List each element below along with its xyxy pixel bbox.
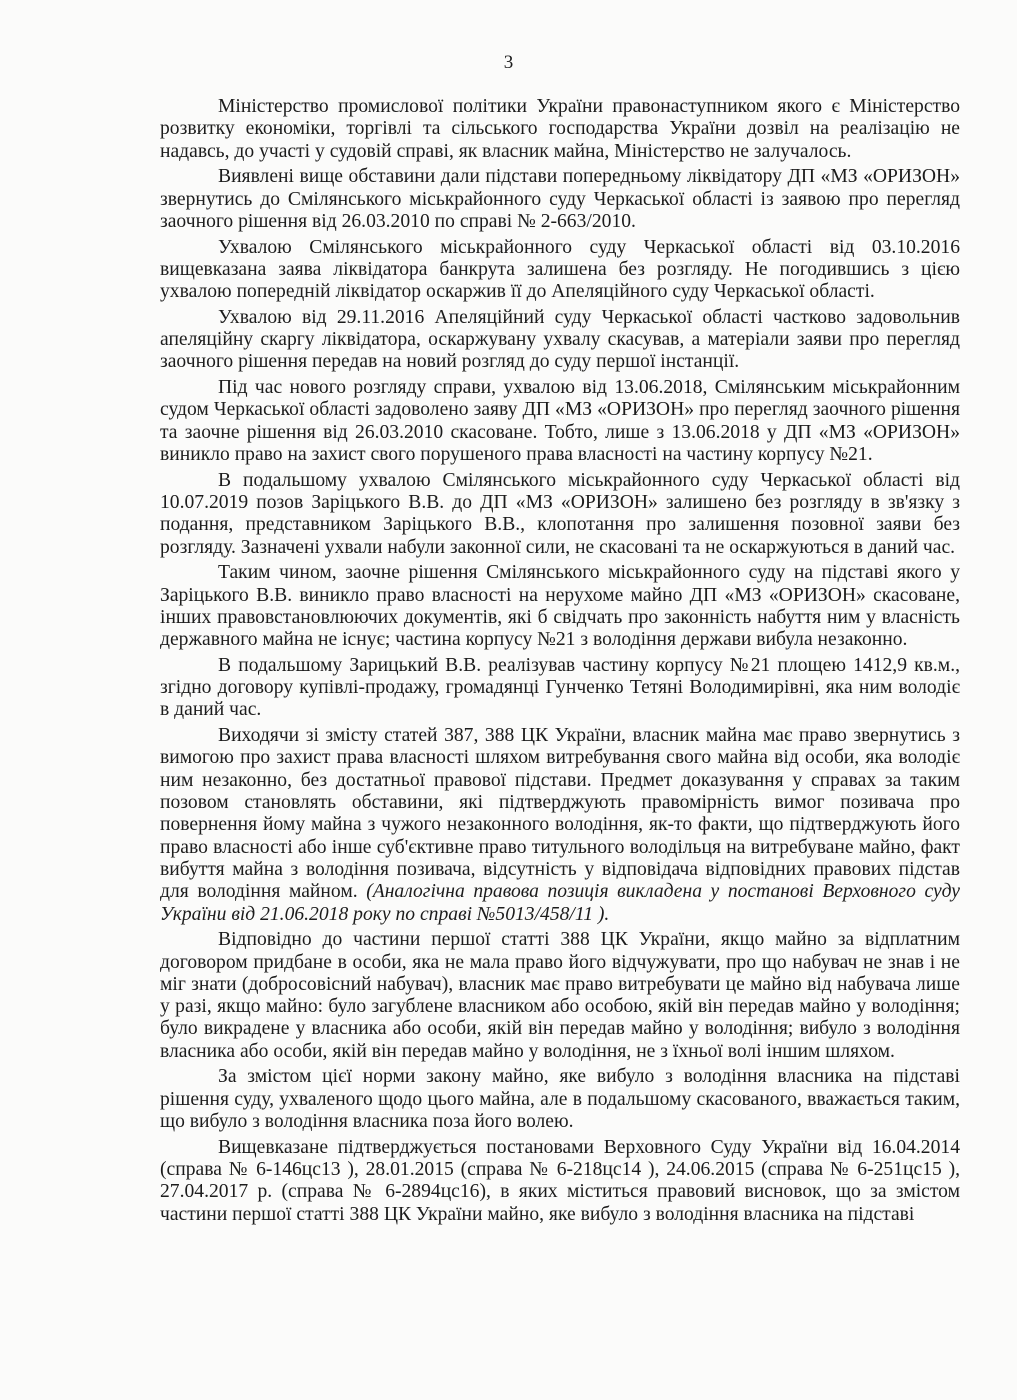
paragraph: Під час нового розгляду справи, ухвалою від 13.06.2018, Смілянським міськрайонним судом Черкаської області задоволено заяву ДП «МЗ «ОРИЗОН» про перегляд заочного рішення та заочне рішення від 26.03.2010 скасоване. Тобто, лише з 13.06.2018 у ДП «МЗ «ОРИЗОН» виникло право на захист свого порушеного права власності на частину корпусу №21. bbox=[160, 377, 960, 466]
paragraph: Міністерство промислової політики України правонаступником якого є Міністерство розвитку економіки, торгівлі та сільського господарства України дозвіл на реалізацію не надавсь, до участі у судовій справі, як власник майна, Міністерство не залучалось. bbox=[160, 96, 960, 162]
paragraph: Ухвалою від 29.11.2016 Апеляційний суду Черкаської області частково задовольнив апеляційну скаргу ліквідатора, оскаржувану ухвалу скасував, а матеріали заяви про перегляд заочного рішення передав на новий розгляд до суду першої інстанції. bbox=[160, 306, 960, 373]
paragraph-text: Виходячи зі змісту статей 387, 388 ЦК України, власник майна має право звернутись з вимогою про захист права власності шляхом витребування свого майна від особи, яка володіє ним незаконно, без достатньої правової підстави. Предмет доказування у справах за таким позовом становлять обставини, які підтверджують правомірність вимог позивача про повернення йому майна з чужого незаконного володіння, як-то факти, що підтверджують його право власності або інше суб'єктивне право титульного володільця на витребуване майно, факт вибуття майна з володіння позивача, відсутність у відповідача відповідних правових підстав для володіння майном. bbox=[160, 725, 960, 903]
legal-citation-note: (Аналогічна правова позиція викладена у постанові Верховного суду України від 21.06.2018 року по справі №5013/458/11 ). bbox=[160, 881, 960, 925]
paragraph-with-citation bbox=[160, 725, 960, 926]
document-body bbox=[160, 96, 960, 1229]
paragraph: В подальшому Зарицький В.В. реалізував частину корпусу №21 площею 1412,9 кв.м., згідно договору купівлі-продажу, громадянці Гунченко Тетяні Володимирівні, яка ним володіє в даний час. bbox=[160, 654, 960, 721]
paragraph: Вищевказане підтверджується постановами Верховного Суду України від 16.04.2014 (справа № 6-146цс13 ), 28.01.2015 (справа № 6-218цс14 ), 24.06.2015 (справа № 6-251цс15 ), 27.04.2017 р. (справа № 6-2894цс16), в яких міститься правовий висновок, що за змістом частини першої статті 388 ЦК України майно, яке вибуло з володіння власника на підставі bbox=[160, 1136, 960, 1225]
paragraph: Відповідно до частини першої статті 388 ЦК України, якщо майно за відплатним договором придбане в особи, яка не мала право його відчужувати, про що набувач не знав і не міг знати (добросовісний набувач), власник має право витребувати це майно від набувача лише у разі, якщо майно: було загублене власником або особою, якій він передав майно у володіння; було викрадене у власника або особи, якій він передав майно у володіння; вибуло з володіння власника або особи, якій він передав майно у володіння, не з їхньої волі іншим шляхом. bbox=[160, 929, 960, 1062]
paragraph: Виявлені вище обставини дали підстави попередньому ліквідатору ДП «МЗ «ОРИЗОН» звернутись до Смілянського міськрайонного суду Черкаської області із заявою про перегляд заочного рішення від 26.03.2010 по справі № 2-663/2010. bbox=[160, 166, 960, 232]
paragraph: Ухвалою Смілянського міськрайонного суду Черкаської області від 03.10.2016 вищевказана заява ліквідатора банкрута залишена без розгляду. Не погодившись з цією ухвалою попередній ліквідатор оскаржив її до Апеляційного суду Черкаської області. bbox=[160, 236, 960, 303]
page-number: 3 bbox=[503, 52, 514, 73]
paragraph: Таким чином, заочне рішення Смілянського міськрайонного суду на підставі якого у Заріцького В.В. виникло право власності на нерухоме майно ДП «МЗ «ОРИЗОН» скасоване, інших правовстановлюючих документів, які б свідчать про законність набуття ним у власність державного майна не існує; частина корпусу №21 з володіння держави вибула незаконно. bbox=[160, 562, 960, 651]
paragraph: В подальшому ухвалою Смілянського міськрайонного суду Черкаської області від 10.07.2019 позов Заріцького В.В. до ДП «МЗ «ОРИЗОН» залишено без розгляду в зв'язку з подання, представником Заріцького В.В., клопотання про залишення позовної заяви без розгляду. Зазначені ухвали набули законної сили, не скасовані та не оскаржуються в даний час. bbox=[160, 469, 960, 558]
paragraph: За змістом цієї норми закону майно, яке вибуло з володіння власника на підставі рішення суду, ухваленого щодо цього майна, але в подальшому скасованого, вважається таким, що вибуло з володіння власника поза його волею. bbox=[160, 1066, 960, 1132]
